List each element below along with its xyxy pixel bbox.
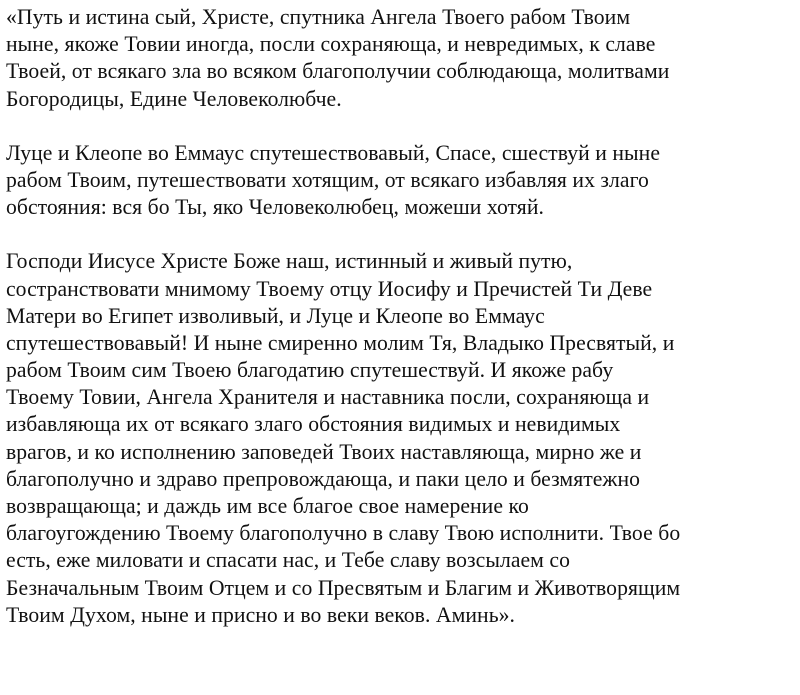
- text-line: Безначальным Твоим Отцем и со Пресвятым и Благим и Животворящим: [6, 575, 681, 600]
- text-line: ныне, якоже Товии иногда, посли сохраняюща, и невредимых, к славе: [6, 32, 656, 57]
- paragraph-2: [6, 140, 796, 222]
- text-line: Луце и Клеопе во Еммаус спутешествовавый, Спасе, сшествуй и ныне: [6, 140, 661, 165]
- text-line: обстояния: вся бо Ты, яко Человеколюбец, можеши хотяй.: [6, 195, 544, 220]
- text-line: Твоей, от всякаго зла во всяком благополучии соблюдающа, молитвами: [6, 59, 670, 84]
- text-line: Матери во Египет изволивый, и Луце и Клеопе во Еммаус: [6, 303, 545, 328]
- text-line: Богородицы, Едине Человеколюбче.: [6, 86, 342, 111]
- text-line: избавляюща их от всякаго злаго обстояния видимых и невидимых: [6, 412, 621, 437]
- prayer-document: [6, 4, 796, 656]
- text-line: благоугождению Твоему благополучно в славу Твою исполнити. Твое бо: [6, 521, 681, 546]
- text-line: рабом Твоим, путешествовати хотящим, от всякаго избавляя их злаго: [6, 167, 649, 192]
- text-line: возвращающа; и даждь им все благое свое намерение ко: [6, 494, 529, 518]
- text-line: благополучно и здраво препровождающа, и паки цело и безмятежно: [6, 466, 641, 491]
- text-line: Твоим Духом, ныне и присно и во веки веков. Аминь».: [6, 602, 516, 627]
- text-line: врагов, и ко исполнению заповедей Твоих наставляюща, мирно же и: [6, 439, 642, 464]
- paragraph-3: [6, 248, 796, 629]
- text-line: Господи Иисусе Христе Боже наш, истинный и живый путю,: [6, 249, 573, 274]
- text-line: состранствовати мнимому Твоему отцу Иосифу и Пречистей Ти Деве: [6, 276, 653, 301]
- text-line: рабом Твоим сим Твоею благодатию спутешествуй. И якоже рабу: [6, 358, 614, 383]
- text-line: «Путь и истина сый, Христе, спутника Ангела Твоего рабом Твоим: [6, 5, 631, 29]
- text-line: есть, еже миловати и спасати нас, и Тебе славу возсылаем со: [6, 548, 570, 573]
- text-line: Твоему Товии, Ангела Хранителя и наставника посли, сохраняюща и: [6, 385, 650, 410]
- paragraph-1: [6, 4, 796, 113]
- text-line: спутешествовавый! И ныне смиренно молим Тя, Владыко Пресвятый, и: [6, 330, 675, 355]
